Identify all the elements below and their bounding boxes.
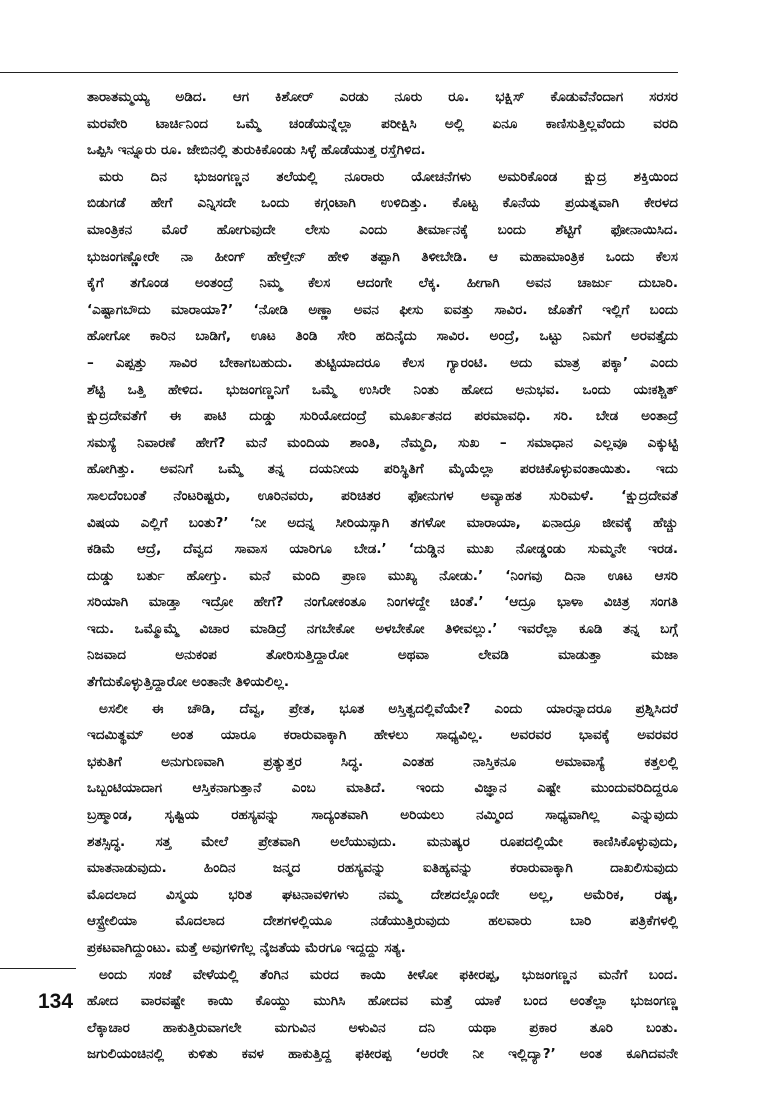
text-line: ‘ಎಷ್ಟಾಗಬೌದು ಮಾರಾಯಾ?’ ‘ನೋಡಿ ಅಣ್ಣಾ ಅವನ ಫೀಸು ಐವತ್ತು ಸಾವಿರ. ಜೊತೆಗೆ ಇಲ್ಲಿಗೆ ಬಂದು bbox=[87, 301, 678, 318]
footer-rule bbox=[0, 968, 76, 969]
text-line: ಒಬ್ಬಂಟಿಯಾದಾಗ ಆಸ್ತಿಕನಾಗುತ್ತಾನೆ ಎಂಬ ಮಾತಿದೆ. ಇಂದು ವಿಜ್ಞಾನ ಎಷ್ಟೇ ಮುಂದುವರಿದಿದ್ದರೂ bbox=[87, 780, 678, 797]
text-line: ಪ್ರಕಟವಾಗಿದ್ದುಂಟು. ಮತ್ತೆ ಅವುಗಳಿಗೆಲ್ಲ ನೈಜತೆಯ ಮೆರಗೂ ಇದ್ದದ್ದು ಸತ್ಯ. bbox=[87, 940, 406, 956]
text-line: ಶತಸ್ಸಿದ್ಧ. ಸತ್ತ ಮೇಲೆ ಪ್ರೇತವಾಗಿ ಅಲೆಯುವುದು. ಮನುಷ್ಯರ ರೂಪದಲ್ಲಿಯೇ ಕಾಣಿಸಿಕೊಳ್ಳುವುದು, bbox=[87, 833, 678, 850]
paragraph-1 bbox=[87, 84, 678, 164]
text-line: ಇದು. ಒಮ್ಮೊಮ್ಮೆ ವಿಚಾರ ಮಾಡಿದ್ರೆ ನಗಬೇಕೋ ಅಳಬೇಕೋ ತಿಳೀವಲ್ಲು.’ ಇವರೆಲ್ಲಾ ಕೂಡಿ ತನ್ನ ಬಗ್ಗೆ bbox=[87, 620, 678, 637]
text-line: – ಎಪ್ಪತ್ತು ಸಾವಿರ ಬೇಕಾಗಬಹುದು. ತುಟ್ಟಿಯಾದರೂ ಕೆಲಸ ಗ್ಯಾರಂಟಿ. ಅದು ಮಾತ್ರ ಪಕ್ಕಾ’ ಎಂದು bbox=[87, 354, 678, 371]
text-line: ಶೆಟ್ಟಿ ಒತ್ತಿ ಹೇಳಿದ. ಭುಜಂಗಣ್ಣನಿಗೆ ಒಮ್ಮೆ ಉಸಿರೇ ನಿಂತು ಹೋದ ಅನುಭವ. ಒಂದು ಯಃಕಶ್ಚಿತ್ bbox=[87, 381, 678, 398]
text-line: ಹೋಗಿತ್ತು. ಅವನಿಗೆ ಒಮ್ಮೆ ತನ್ನ ದಯನೀಯ ಪರಿಸ್ಥಿತಿಗೆ ಮೈಯೆಲ್ಲಾ ಪರಚಿಕೊಳ್ಳುವಂತಾಯಿತು. ಇದು bbox=[87, 461, 678, 478]
text-line: ನಿಜವಾದ ಅನುಕಂಪ ತೋರಿಸುತ್ತಿದ್ದಾರೋ ಅಥವಾ ಲೇವಡಿ ಮಾಡುತ್ತಾ ಮಜಾ bbox=[87, 647, 678, 664]
text-line: ಬ್ರಹ್ಮಾಂಡ, ಸೃಷ್ಟಿಯ ರಹಸ್ಯವನ್ನು ಸಾದ್ಯಂತವಾಗಿ ಅರಿಯಲು ನಮ್ಮಿಂದ ಸಾಧ್ಯವಾಗಿಲ್ಲ ಎನ್ನುವುದು bbox=[87, 807, 678, 824]
text-line: ಇದಮಿತ್ಥಮ್ ಅಂತ ಯಾರೂ ಕರಾರುವಾಕ್ಕಾಗಿ ಹೇಳಲು ಸಾಧ್ಯವಿಲ್ಲ. ಅವರವರ ಭಾವಕ್ಕೆ ಅವರವರ bbox=[87, 727, 678, 744]
text-line: ಆಸ್ಟ್ರೇಲಿಯಾ ಮೊದಲಾದ ದೇಶಗಳಲ್ಲಿಯೂ ನಡೆಯುತ್ತಿರುವುದು ಹಲವಾರು ಬಾರಿ ಪತ್ರಿಕೆಗಳಲ್ಲಿ bbox=[87, 913, 678, 930]
text-line: ಮೊದಲಾದ ವಿಸ್ಮಯ ಭರಿತ ಘಟನಾವಳಿಗಳು ನಮ್ಮ ದೇಶದಲ್ಲೊಂದೇ ಅಲ್ಲ, ಅಮೆರಿಕ, ರಷ್ಯ, bbox=[87, 886, 678, 903]
text-line: ತೆಗೆದುಕೊಳ್ಳುತ್ತಿದ್ದಾರೋ ಅಂತಾನೇ ತಿಳಿಯಲಿಲ್ಲ. bbox=[87, 674, 290, 691]
text-line: ವಿಷಯ ಎಲ್ಲಿಗೆ ಬಂತು?’ ‘ನೀ ಅದನ್ನ ಸೀರಿಯಸ್ಸಾಗಿ ತಗಳೋ ಮಾರಾಯಾ, ಏನಾದ್ರೂ ಜೀವಕ್ಕೆ ಹೆಚ್ಚು bbox=[87, 514, 678, 531]
text-line: ಮಾಂತ್ರಿಕನ ಮೊರೆ ಹೋಗುವುದೇ ಲೇಸು ಎಂದು ತೀರ್ಮಾನಕ್ಕೆ ಬಂದು ಶೆಟ್ಟಿಗೆ ಫೋನಾಯಿಸಿದ. bbox=[87, 221, 678, 238]
top-rule bbox=[0, 72, 678, 73]
text-line: ಅಸಲೀ ಈ ಚೌಡಿ, ದೆವ್ವ, ಪ್ರೇತ, ಭೂತ ಅಸ್ತಿತ್ವದಲ್ಲಿವೆಯೇ? ಎಂದು ಯಾರನ್ನಾದರೂ ಪ್ರಶ್ನಿಸಿದರೆ bbox=[99, 700, 678, 717]
text-line: ಕೈಗೆ ತಗೊಂಡ ಅಂತಂದ್ರೆ ನಿಮ್ಮ ಕೆಲಸ ಆದಂಗೇ ಲೆಕ್ಕ. ಹೀಗಾಗಿ ಅವನ ಚಾರ್ಜು ದುಬಾರಿ. bbox=[87, 275, 678, 292]
paragraph-2 bbox=[87, 164, 678, 696]
text-line: ಲೆಕ್ಕಾಚಾರ ಹಾಕುತ್ತಿರುವಾಗಲೇ ಮಗುವಿನ ಅಳುವಿನ ದನಿ ಯಥಾ ಪ್ರಕಾರ ತೂರಿ ಬಂತು. bbox=[87, 1019, 678, 1036]
text-line: ಕಡಿಮೆ ಆದ್ರೆ, ದೆವ್ವದ ಸಾವಾಸ ಯಾರಿಗೂ ಬೇಡ.’ ‘ದುಡ್ಡಿನ ಮುಖ ನೋಡ್ಡಂಡು ಸುಮ್ಮನೇ ಇರಡ. bbox=[87, 541, 678, 558]
text-line: ಸಮಸ್ಯೆ ನಿವಾರಣೆ ಹೇಗೆ? ಮನೆ ಮಂದಿಯ ಶಾಂತಿ, ನೆಮ್ಮದಿ, ಸುಖ – ಸಮಾಧಾನ ಎಲ್ಲವೂ ಎಕ್ಕುಟ್ಟಿ bbox=[87, 434, 678, 451]
body-text bbox=[87, 84, 678, 1068]
text-line: ಸರಿಯಾಗಿ ಮಾಡ್ತಾ ಇದ್ರೋ ಹೇಗೆ? ನಂಗೋಕಂತೂ ನಿಂಗಳದ್ದೇ ಚಿಂತೆ.’ ‘ಆದ್ರೂ ಭಾಳಾ ವಿಚಿತ್ರ ಸಂಗತಿ bbox=[87, 594, 678, 611]
text-line: ಜಗುಲಿಯಂಚಿನಲ್ಲಿ ಕುಳಿತು ಕವಳ ಹಾಕುತ್ತಿದ್ದ ಫಕೀರಪ್ಪ ‘ಅರರೇ ನೀ ಇಲ್ಲಿದ್ಯಾ?’ ಅಂತ ಕೂಗಿದವನೇ bbox=[87, 1046, 678, 1063]
text-line: ಭುಜಂಗಣ್ಣೋರೇ ನಾ ಹೀಂಗ್ ಹೇಳ್ತೇನ್ ಹೇಳಿ ತಪ್ಪಾಗಿ ತಿಳೀಬೇಡಿ. ಆ ಮಹಾಮಾಂತ್ರಿಕ ಒಂದು ಕೆಲಸ bbox=[87, 248, 678, 265]
text-line: ಸಾಲದೆಂಬಂತೆ ನೆಂಟರಿಷ್ಟರು, ಊರಿನವರು, ಪರಿಚಿತರ ಫೋನುಗಳ ಅವ್ಯಾಹತ ಸುರಿಮಳೆ. ‘ಕ್ಷುದ್ರದೇವತೆ bbox=[87, 487, 678, 504]
text-line: ಒಪ್ಪಿಸಿ ಇನ್ನೂರು ರೂ. ಜೇಬಿನಲ್ಲಿ ತುರುಕಿಕೊಂಡು ಸಿಳ್ಳೆ ಹೊಡೆಯುತ್ತ ರಸ್ತೆಗಿಳಿದ. bbox=[87, 142, 426, 159]
text-line: ಭಕುತಿಗೆ ಅನುಗುಣವಾಗಿ ಪ್ರತ್ಯುತ್ತರ ಸಿದ್ಧ. ಎಂತಹ ನಾಸ್ತಿಕನೂ ಅಮಾವಾಸ್ಯೆ ಕತ್ತಲಲ್ಲಿ bbox=[87, 753, 678, 770]
text-line: ಮಾತನಾಡುವುದು. ಹಿಂದಿನ ಜನ್ಮದ ರಹಸ್ಯವನ್ನು ಐತಿಹ್ಯವನ್ನು ಕರಾರುವಾಕ್ಕಾಗಿ ದಾಖಲಿಸುವುದು bbox=[87, 860, 678, 877]
paragraph-4 bbox=[87, 962, 678, 1068]
text-line: ಹೋದ ವಾರವಷ್ಟೇ ಕಾಯಿ ಕೊಯ್ದು ಮುಗಿಸಿ ಹೋದವ ಮತ್ತೆ ಯಾಕೆ ಬಂದ ಅಂತೆಲ್ಲಾ ಭುಜಂಗಣ್ಣ bbox=[87, 993, 678, 1010]
text-line: ಮರು ದಿನ ಭುಜಂಗಣ್ಣನ ತಲೆಯಲ್ಲಿ ನೂರಾರು ಯೋಚನೆಗಳು ಅಮರಿಕೊಂಡ ಕ್ಷುದ್ರ ಶಕ್ತಿಯಿಂದ bbox=[99, 168, 678, 185]
text-line: ಅಂದು ಸಂಜೆ ವೇಳೆಯಲ್ಲಿ ತೆಂಗಿನ ಮರದ ಕಾಯಿ ಕೀಳೋ ಫಕೀರಪ್ಪ, ಭುಜಂಗಣ್ಣನ ಮನೆಗೆ ಬಂದ. bbox=[99, 966, 678, 983]
text-line: ಬಿಡುಗಡೆ ಹೇಗೆ ಎನ್ನಿಸದೇ ಒಂದು ಕಗ್ಗಂಟಾಗಿ ಉಳಿದಿತ್ತು. ಕೊಟ್ಟ ಕೊನೆಯ ಪ್ರಯತ್ನವಾಗಿ ಕೇರಳದ bbox=[87, 195, 678, 212]
text-line: ತಾರಾತಮ್ಮಯ್ಯ ಅಡಿದ. ಆಗ ಕಿಶೋರ್ ಎರಡು ನೂರು ರೂ. ಭಕ್ಷಿಸ್ ಕೊಡುವೆನೆಂದಾಗ ಸರಸರ bbox=[87, 89, 678, 105]
text-line: ಮರವೇರಿ ಟಾರ್ಚಿನಿಂದ ಒಮ್ಮೆ ಚಂಡೆಯನ್ನೆಲ್ಲಾ ಪರೀಕ್ಷಿಸಿ ಅಲ್ಲಿ ಏನೂ ಕಾಣಿಸುತ್ತಿಲ್ಲವೆಂದು ವರದಿ bbox=[87, 115, 678, 132]
paragraph-3 bbox=[87, 696, 678, 962]
text-line: ಕ್ಷುದ್ರದೇವತೆಗೆ ಈ ಪಾಟಿ ದುಡ್ಡು ಸುರಿಯೋದಂದ್ರೆ ಮೂರ್ಖತನದ ಪರಮಾವಧಿ. ಸರಿ. ಬೇಡ ಅಂತಾದ್ರೆ bbox=[87, 408, 678, 425]
text-line: ಹೋಗೋ ಕಾರಿನ ಬಾಡಿಗೆ, ಊಟ ತಿಂಡಿ ಸೇರಿ ಹದಿನೈದು ಸಾವಿರ. ಅಂದ್ರೆ, ಒಟ್ಟು ನಿಮಗೆ ಅರವತ್ತೈದು bbox=[87, 328, 678, 345]
text-line: ದುಡ್ಡು ಬರ್ತು ಹೋಗ್ತು. ಮನೆ ಮಂದಿ ಪ್ರಾಣ ಮುಖ್ಯ ನೋಡು.’ ‘ನಿಂಗವು ದಿನಾ ಊಟ ಆಸರಿ bbox=[87, 567, 678, 584]
page-number: 134 bbox=[38, 990, 74, 1013]
